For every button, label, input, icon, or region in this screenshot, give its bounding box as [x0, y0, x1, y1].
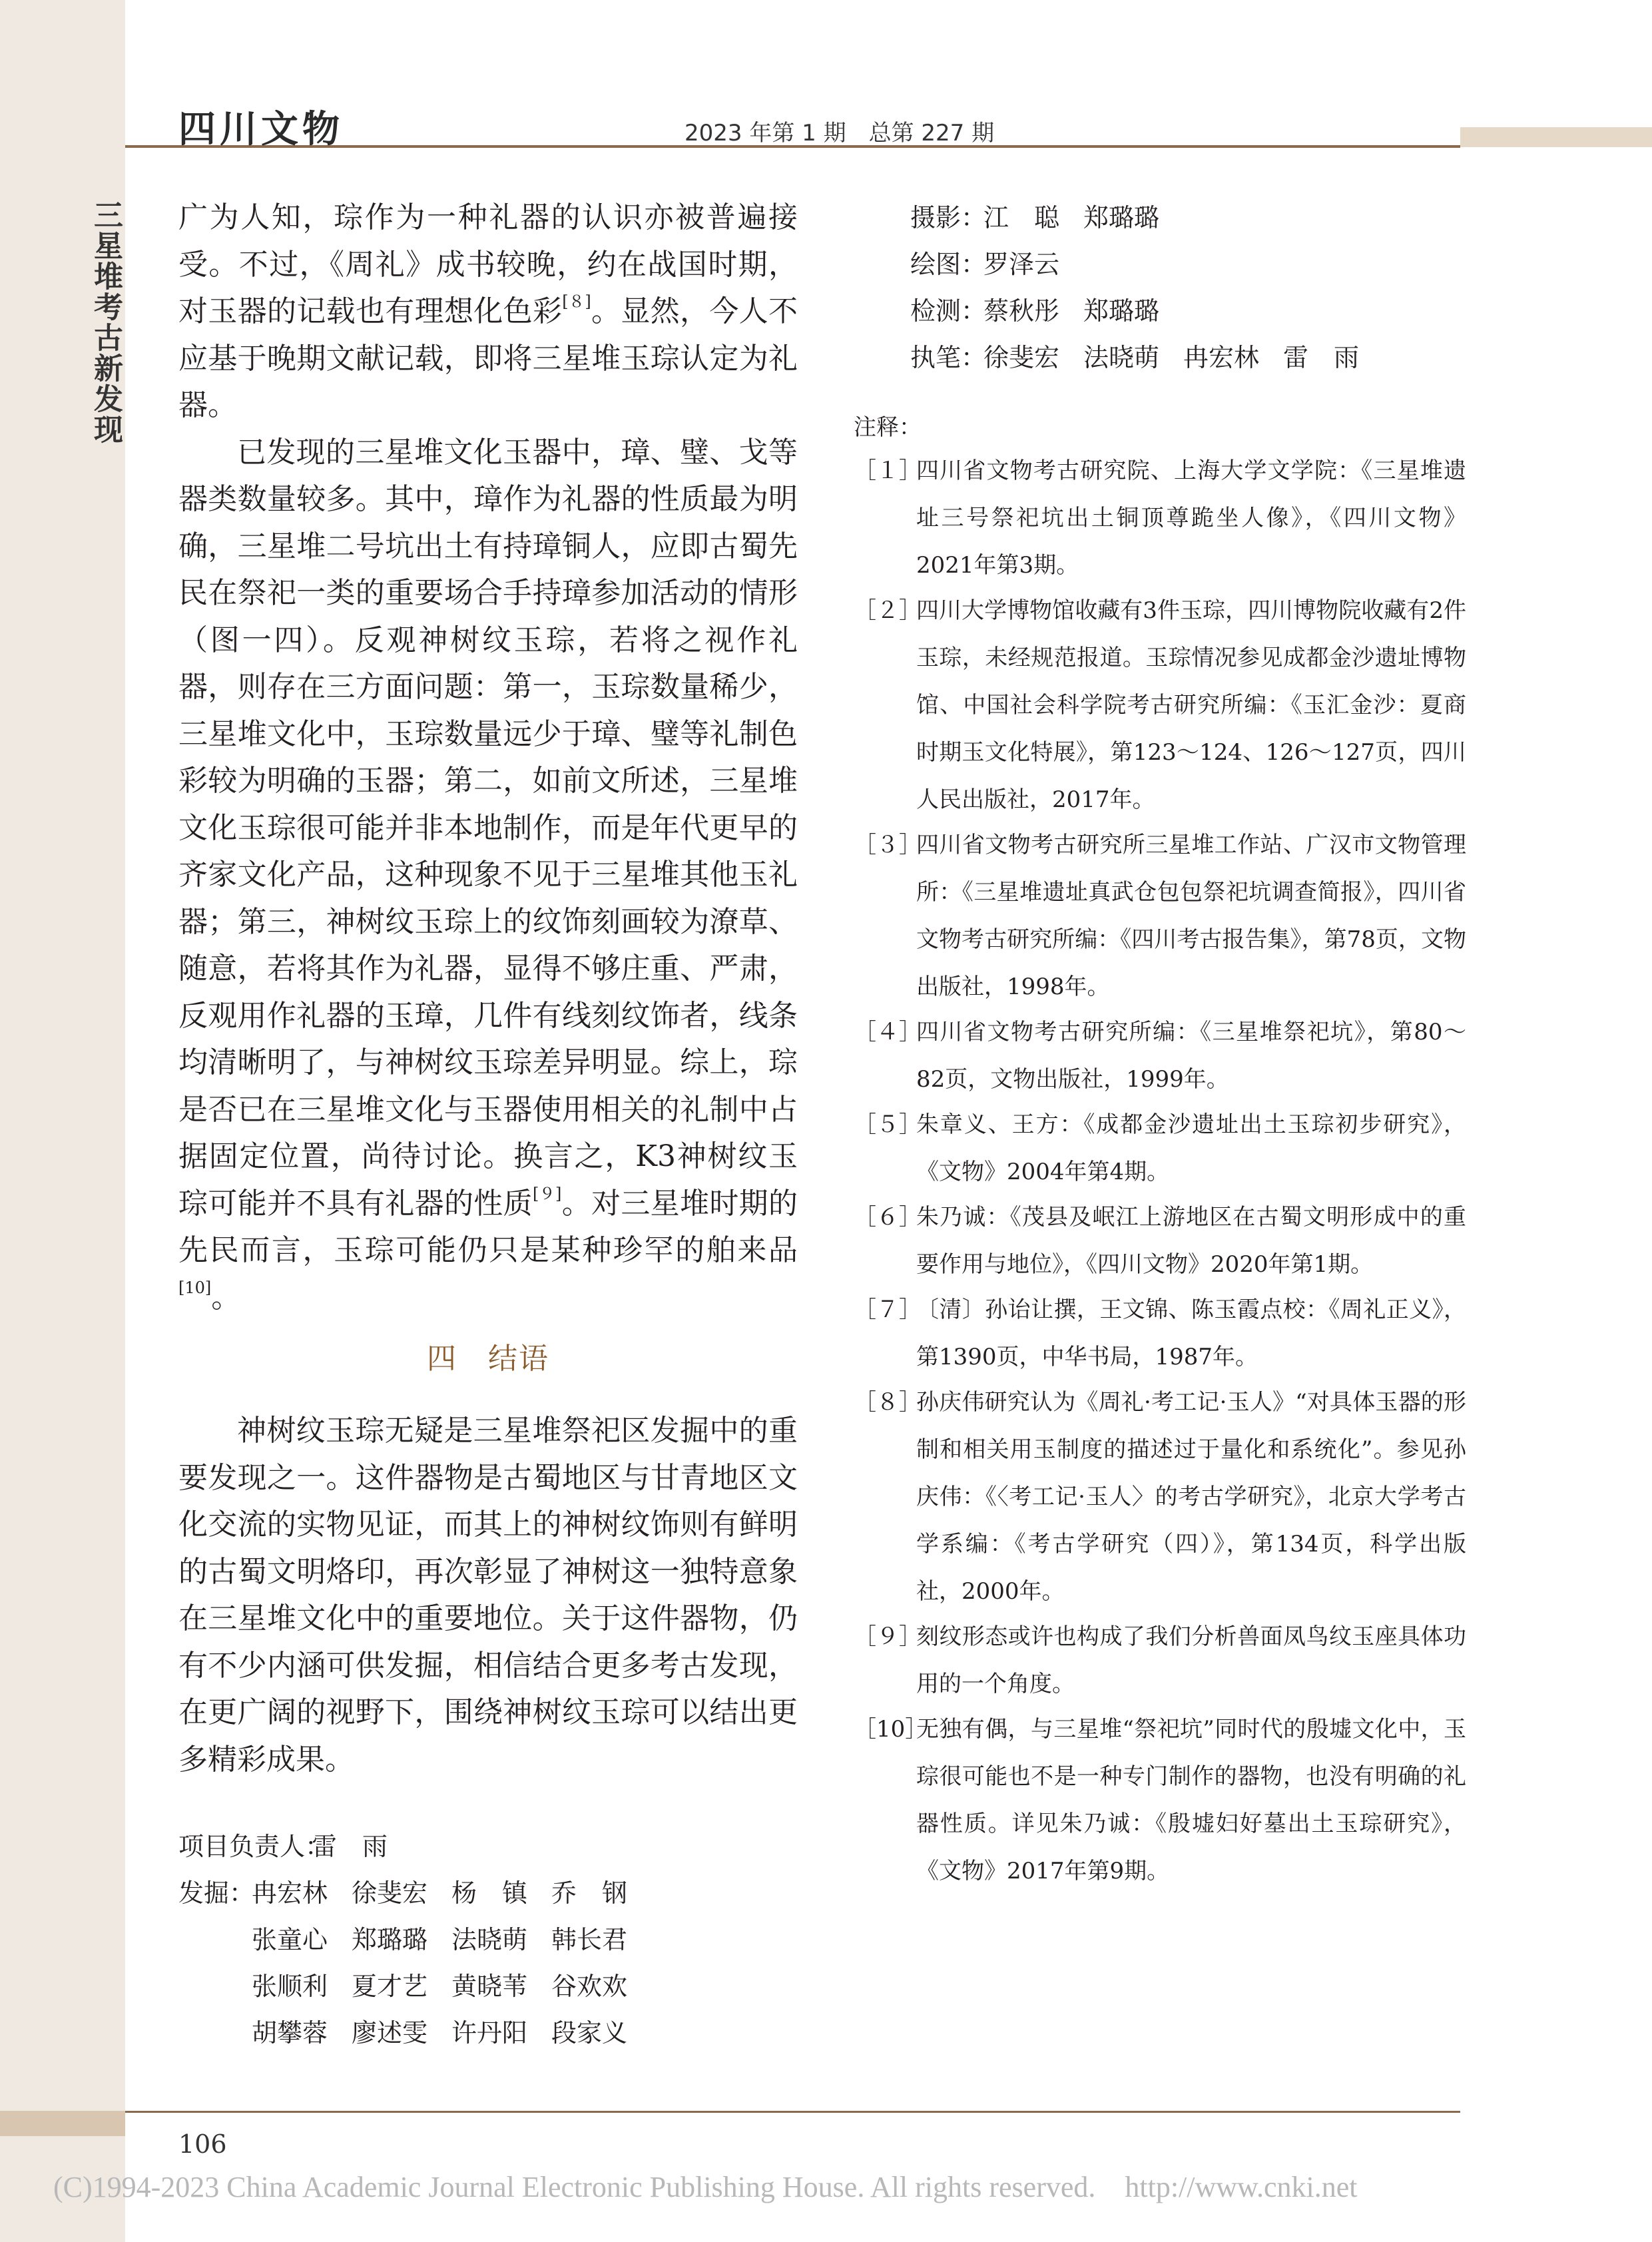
staff-name: 江 聪	[983, 203, 1060, 232]
staff-name: 徐斐宏	[983, 343, 1060, 372]
footnote-ref[interactable]: [９]	[532, 1184, 562, 1203]
staff-names	[983, 241, 1463, 288]
leader-row	[178, 1823, 798, 1870]
notes-list	[854, 447, 1466, 1895]
excavation-row	[178, 1870, 798, 2056]
excavator-name: 郑璐璐	[352, 1925, 428, 1954]
staff-row	[910, 194, 1466, 241]
footnote-item	[854, 1101, 1466, 1196]
footnote-number: ［10］	[854, 1716, 928, 1743]
leader-label: 项目负责人：	[178, 1832, 331, 1861]
excavator-name: 张童心	[252, 1925, 328, 1954]
staff-name: 雷 雨	[1283, 343, 1360, 372]
staff-label: 执笔：	[910, 343, 987, 372]
excavator-name: 乔 钢	[551, 1878, 628, 1908]
conclusion-paragraph: 神树纹玉琮无疑是三星堆祭祀区发掘中的重要发现之一。这件器物是古蜀地区与甘青地区文化交流的实物见证，而其上的神树纹饰则有鲜明的古蜀文明烙印，再次彰显了神树这一独特意象在三星堆文化中的重要地位。关于这件器物，仍有不少内涵可供发掘，相信结合更多考古发现，在更广阔的视野下，围绕神树纹玉琮可以结出更多精彩成果。	[178, 1414, 798, 1777]
page-number: 106	[178, 2129, 227, 2159]
footnote-item	[854, 447, 1466, 589]
section-side-title: 三星堆考古新发现	[89, 200, 123, 445]
right-column	[854, 194, 1466, 1893]
footnote-item	[854, 1379, 1466, 1615]
copyright-watermark: (C)1994-2023 China Academic Journal Electronic Publishing House. All rights reserved. http://www.cnki.net	[53, 2171, 1358, 2203]
staff-row	[910, 241, 1466, 288]
excavator-name: 段家义	[551, 2018, 628, 2048]
footnote-item	[854, 1194, 1466, 1288]
footnote-text: 朱章义、王方：《成都金沙遗址出土玉琮初步研究》，《文物》2004年第4期。	[916, 1111, 1466, 1185]
excavator-name: 法晓萌	[451, 1925, 528, 1954]
issue-info: 2023 年第 1 期 总第 227 期	[685, 120, 995, 146]
footnote-text: 四川省文物考古研究所三星堆工作站、广汉市文物管理所：《三星堆遗址真武仓包包祭祀坑调查简报》，四川省文物考古研究所编：《四川考古报告集》，第78页，文物出版社，1998年。	[916, 832, 1466, 1000]
left-column	[178, 194, 798, 2056]
excavator-name: 冉宏林	[252, 1878, 328, 1908]
staff-label: 绘图：	[910, 250, 987, 279]
footnote-number: ［９］	[854, 1623, 922, 1650]
footnote-text: 刻纹形态或许也构成了我们分析兽面凤鸟纹玉座具体功用的一个角度。	[916, 1623, 1466, 1697]
staff-name: 罗泽云	[983, 250, 1060, 279]
excavator-name: 夏才艺	[352, 1972, 428, 2001]
footnote-number: ［８］	[854, 1389, 922, 1416]
footnote-text: 孙庆伟研究认为《周礼·考工记·玉人》“对具体玉器的形制和相关用玉制度的描述过于量化和系统化”。参见孙庆伟：《〈考工记·玉人〉的考古学研究》，北京大学考古学系编：《考古学研究（四）》，第134页，科学出版社，2000年。	[916, 1389, 1466, 1605]
section-heading: 四 结语	[427, 1342, 549, 1376]
staff-name: 冉宏林	[1183, 343, 1260, 372]
footer-band	[0, 2111, 125, 2136]
excavator-name: 胡攀蓉	[252, 2018, 328, 2048]
leader-name: 雷 雨	[312, 1832, 388, 1861]
staff-label: 检测：	[910, 296, 987, 326]
notes-title: 注释：	[854, 414, 922, 441]
staff-names	[983, 288, 1463, 334]
footnote-item	[854, 1009, 1466, 1103]
excavator-name: 韩长君	[551, 1925, 628, 1954]
paragraph-2: 已发现的三星堆文化玉器中，璋、璧、戈等器类数量较多。其中，璋作为礼器的性质最为明确，三星堆二号坑出土有持璋铜人，应即古蜀先民在祭祀一类的重要场合手持璋参加活动的情形（图一四）。反观神树纹玉琮，若将之视作礼器，则存在三方面问题：第一，玉琮数量稀少，三星堆文化中，玉琮数量远少于璋、璧等礼制色彩较为明确的玉器；第二，如前文所述，三星堆文化玉琮很可能并非本地制作，而是年代更早的齐家文化产品，这种现象不见于三星堆其他玉礼器；第三，神树纹玉琮上的纹饰刻画较为潦草、随意，若将其作为礼器，显得不够庄重、严肃，反观用作礼器的玉璋，几件有线刻纹饰者，线条均清晰明了，与神树纹玉琮差异明显。综上，琮是否已在三星堆文化与玉器使用相关的礼制中占据固定位置，尚待讨论。换言之，K3神树纹玉琮可能并不具有礼器的性质[９]。对三星堆时期的先民而言，玉琮可能仍只是某种珍罕的舶来品[10]。	[178, 435, 798, 1314]
excavator-name: 徐斐宏	[352, 1878, 428, 1908]
footnote-ref[interactable]: [10]	[178, 1278, 212, 1297]
footnote-text: 〔清〕孙诒让撰，王文锦、陈玉霞点校：《周礼正义》，第1390页，中华书局，1987年。	[916, 1296, 1466, 1370]
footnote-number: ［２］	[854, 597, 922, 624]
footnote-number: ［５］	[854, 1111, 922, 1138]
footnote-item	[854, 1286, 1466, 1381]
excavator-list	[252, 1870, 731, 2056]
footnote-number: ［４］	[854, 1019, 922, 1045]
staff-names	[983, 194, 1463, 241]
paragraph-1: 广为人知，琮作为一种礼器的认识亦被普遍接受。不过，《周礼》成书较晚，约在战国时期，对玉器的记载也有理想化色彩[８]。显然，今人不应基于晚期文献记载，即将三星堆玉琮认定为礼器。	[178, 200, 798, 422]
staff-names	[983, 334, 1463, 381]
footnote-text: 朱乃诚：《茂县及岷江上游地区在古蜀文明形成中的重要作用与地位》，《四川文物》2020年第1期。	[916, 1204, 1466, 1278]
staff-credits	[854, 194, 1466, 381]
footnote-item	[854, 822, 1466, 1011]
footnote-item	[854, 1613, 1466, 1708]
staff-name: 法晓萌	[1083, 343, 1160, 372]
staff-name: 郑璐璐	[1083, 296, 1160, 326]
footnote-number: ［３］	[854, 832, 922, 858]
excavator-name: 张顺利	[252, 1972, 328, 2001]
excavator-name: 杨 镇	[451, 1878, 528, 1908]
header-band	[1460, 127, 1652, 147]
footnote-number: ［６］	[854, 1204, 922, 1231]
excavator-name: 谷欢欢	[551, 1972, 628, 2001]
staff-name: 郑璐璐	[1083, 203, 1160, 232]
staff-row	[910, 334, 1466, 381]
footnote-ref[interactable]: [８]	[562, 292, 591, 311]
footnote-text: 四川大学博物馆收藏有3件玉琮，四川博物院收藏有2件玉琮，未经规范报道。玉琮情况参见成都金沙遗址博物馆、中国社会科学院考古研究所编：《玉汇金沙：夏商时期玉文化特展》，第123～124、126～127页，四川人民出版社，2017年。	[916, 597, 1466, 813]
excavation-label: 发掘：	[178, 1878, 255, 1908]
footnote-item	[854, 1706, 1466, 1895]
excavator-name: 廖述雯	[352, 2018, 428, 2048]
project-credits	[178, 1823, 798, 2056]
footnote-text: 四川省文物考古研究院、上海大学文学院：《三星堆遗址三号祭祀坑出土铜顶尊跪坐人像》，《四川文物》2021年第3期。	[916, 457, 1466, 579]
footer-rule	[125, 2111, 1460, 2113]
footnote-number: ［１］	[854, 457, 922, 484]
staff-name: 蔡秋彤	[983, 296, 1060, 326]
staff-row	[910, 288, 1466, 334]
footnote-text: 四川省文物考古研究所编：《三星堆祭祀坑》，第80～82页，文物出版社，1999年。	[916, 1019, 1466, 1093]
footnote-text: 无独有偶，与三星堆“祭祀坑”同时代的殷墟文化中，玉琮很可能也不是一种专门制作的器物，也没有明确的礼器性质。详见朱乃诚：《殷墟妇好墓出土玉琮研究》，《文物》2017年第9期。	[916, 1716, 1466, 1884]
footnote-item	[854, 587, 1466, 824]
footnote-number: ［７］	[854, 1296, 922, 1323]
journal-logo: 四川文物	[178, 108, 344, 151]
excavator-name: 许丹阳	[451, 2018, 528, 2048]
excavator-name: 黄晓苇	[451, 1972, 528, 2001]
staff-label: 摄影：	[910, 203, 987, 232]
